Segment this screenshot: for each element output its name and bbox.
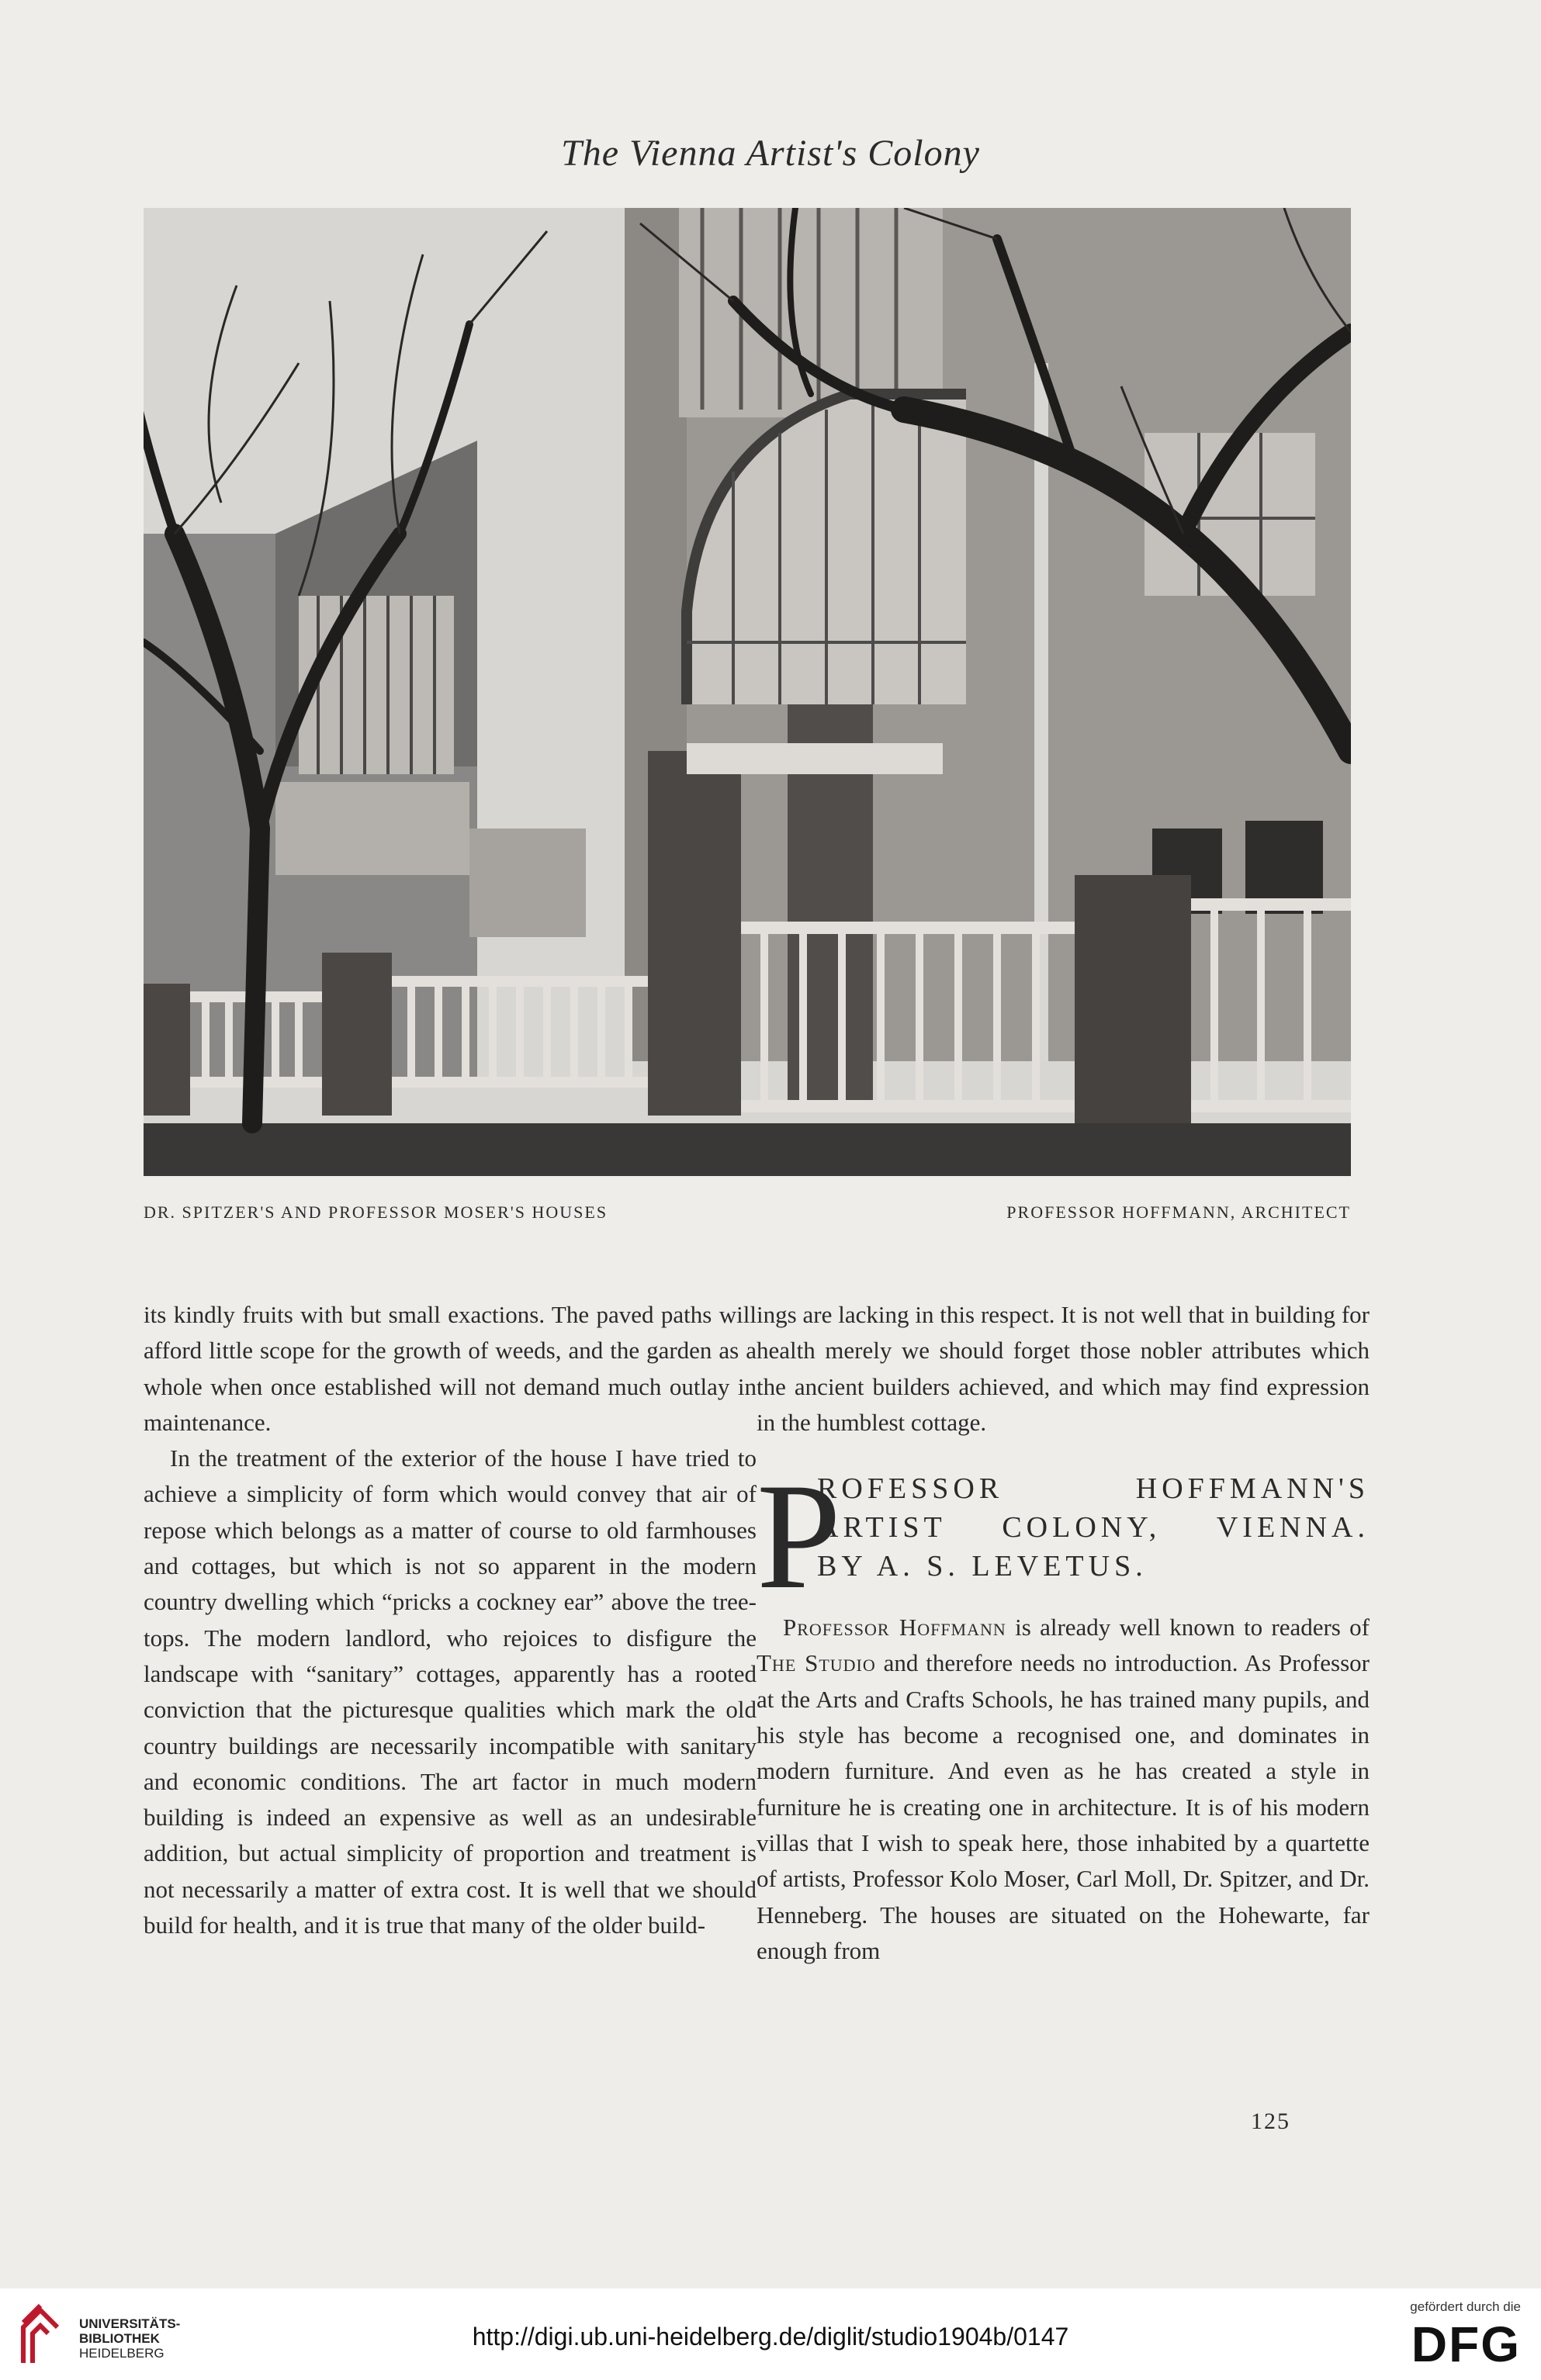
left-paragraph-2: In the treatment of the exterior of the house I have tried to achieve a simplicity of form which would convey that air of repose which belongs as a matter of course to old farmhouses and cottages, but which is not so apparent in the modern country dwelling which “pricks a cockney ear” above the tree-tops. The modern landlord, who rejoices to disfigure the landscape with “sanitary” cottages, apparently has a rooted conviction that the picturesque qualities which mark the old country buildings are necessarily incompatible with sanitary and economic conditions. The art factor in much modern building is indeed an expensive as well as an undesirable addition, but actual simplicity of proportion and treatment is not necessarily a matter of extra cost. It is well that we should build for health, and it is true that many of the older build- xyxy=(144,1444,757,1939)
article-title xyxy=(757,1452,1370,1621)
library-name-line-3: HEIDELBERG xyxy=(79,2346,164,2361)
right-column xyxy=(757,1297,1370,1969)
permalink-url[interactable]: http://digi.ub.uni-heidelberg.de/diglit/studio1904b/0147 xyxy=(472,2323,1069,2351)
photograph-houses xyxy=(144,208,1351,1176)
dfg-logo: DFG xyxy=(1411,2316,1521,2372)
right-paragraph-1: ings are lacking in this respect. It is not well that in building for health merely we should forget those nobler attributes which the ancient builders achieved, and which may find expression in the humblest cottage. xyxy=(757,1301,1370,1436)
page-number: 125 xyxy=(1251,2108,1290,2134)
right-paragraph-2-part-a: is already well known to readers of xyxy=(1006,1614,1370,1641)
left-paragraph-1: its kindly fruits with but small exactions. The paved paths will afford little scope for the growth of weeds, and the garden as a whole when once established will not demand much outlay in maintenance. xyxy=(144,1301,757,1436)
title-line-2: ARTIST COLONY, VIENNA. xyxy=(817,1511,1370,1545)
magazine-name: The Studio xyxy=(757,1649,876,1677)
title-byline: BY A. S. LEVETUS. xyxy=(817,1550,1148,1583)
library-name-line-1: UNIVERSITÄTS- xyxy=(79,2316,181,2331)
photograph-illustration xyxy=(144,208,1351,1176)
digitization-footer xyxy=(0,2288,1541,2380)
lead-name: Professor Hoffmann xyxy=(783,1614,1006,1641)
funded-by-label: gefördert durch die xyxy=(1410,2299,1521,2314)
running-head: The Vienna Artist's Colony xyxy=(561,133,980,174)
right-paragraph-2-part-b: and therefore needs no introduction. As Professor at the Arts and Crafts Schools, he has trained many pupils, and his style has become a recognised one, and dominates in modern furniture. And even as he has created a style in furniture he is creating one in architecture. It is of his modern villas that I wish to speak here, those inhabited by a quartette of artists, Professor Kolo Moser, Carl Moll, Dr. Spitzer, and Dr. Henneberg. The houses are situated on the Hohewarte, far enough from xyxy=(757,1649,1370,1964)
right-paragraph-2 xyxy=(757,1610,1370,1969)
title-line-1: ROFESSOR HOFFMANN'S xyxy=(817,1472,1370,1506)
title-dropcap: P xyxy=(757,1452,842,1621)
library-name-line-2: BIBLIOTHEK xyxy=(79,2331,160,2346)
left-column xyxy=(144,1297,757,1943)
photo-caption-right: PROFESSOR HOFFMANN, ARCHITECT xyxy=(1006,1202,1351,1222)
photo-caption-left: DR. SPITZER'S AND PROFESSOR MOSER'S HOUSES xyxy=(144,1202,608,1222)
